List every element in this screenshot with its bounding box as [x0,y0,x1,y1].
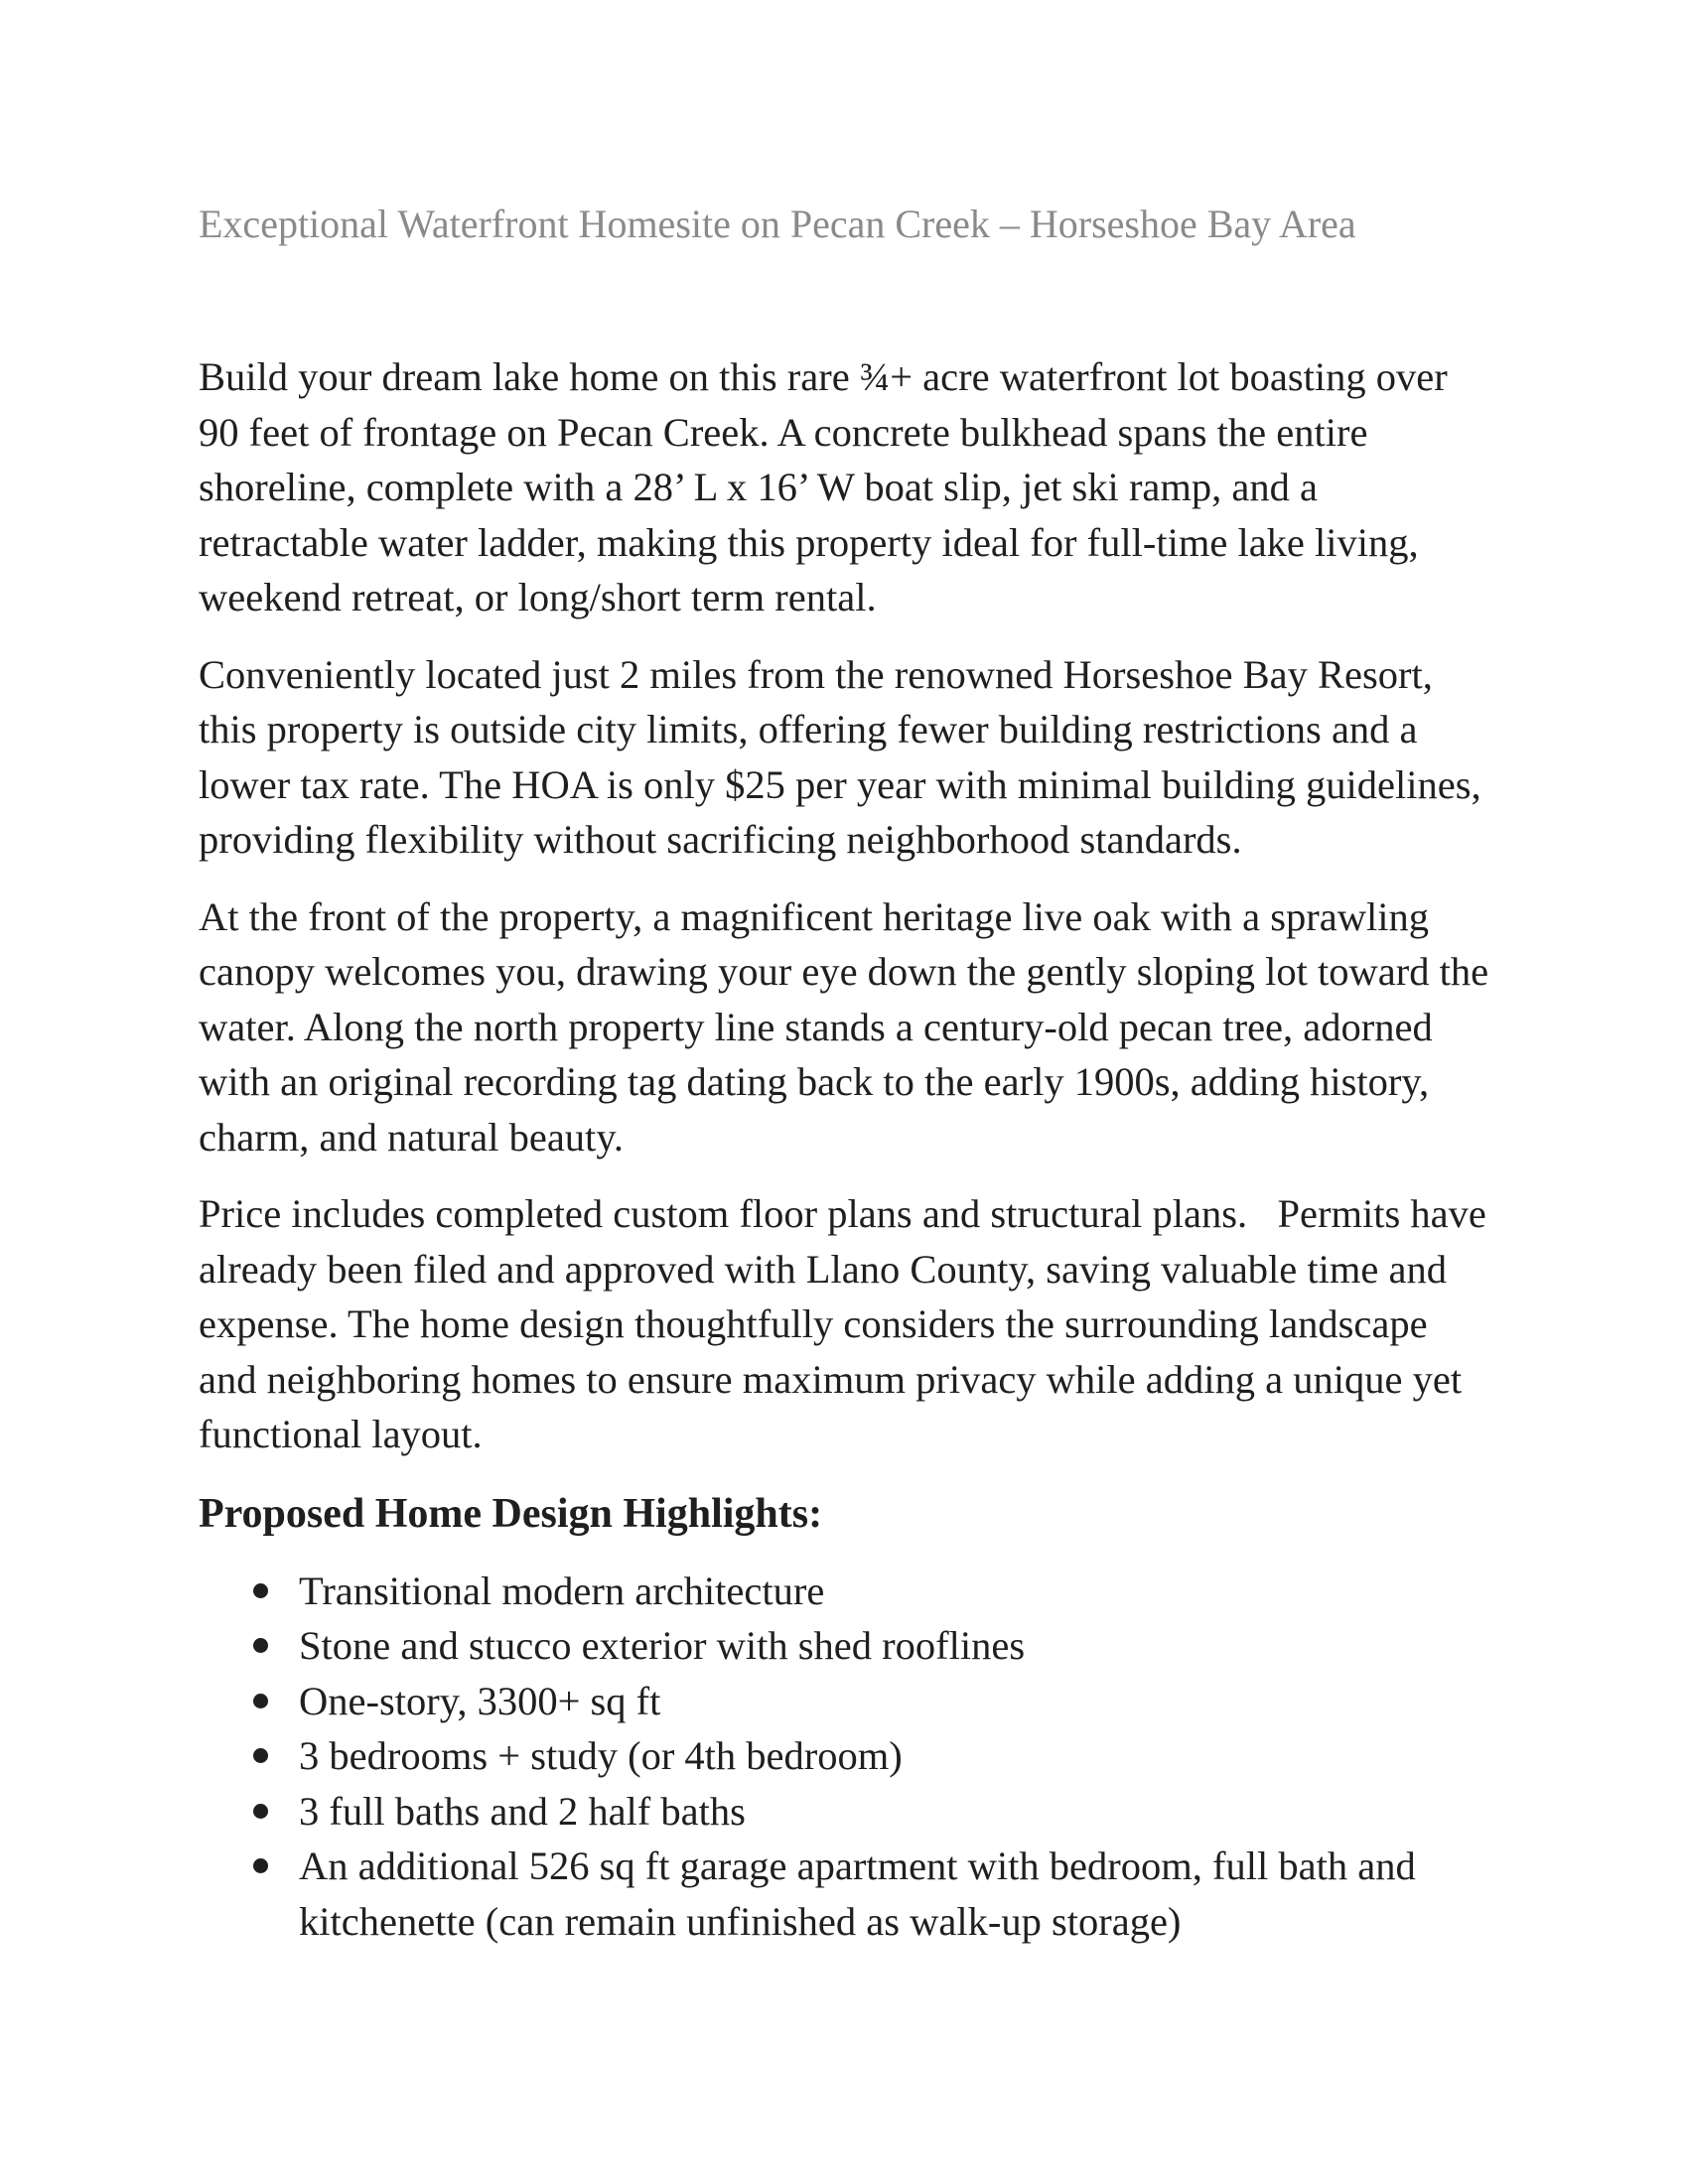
highlights-list [199,1564,1489,1950]
document-body [199,349,1499,1949]
bullet-icon [253,1804,268,1819]
list-item-text: Transitional modern architecture [299,1568,825,1613]
bullet-icon [253,1748,268,1763]
list-item [199,1839,1489,1949]
document-page [199,195,1499,1949]
list-item-text: Stone and stucco exterior with shed rooflines [299,1623,1026,1668]
paragraph-lot-description: Build your dream lake home on this rare ¾+ acre waterfront lot boasting over 90 feet of frontage on Pecan Creek. A concrete bulkhead spans the entire shoreline, complete with a 28’ L x 16’ W boat slip, jet ski ramp, and a retractable water ladder, making this property ideal for full-time lake living, weekend retreat, or long/short term rental. [199,354,1458,619]
list-item [199,1728,1489,1784]
list-item-text: 3 bedrooms + study (or 4th bedroom) [299,1733,903,1778]
list-item [199,1564,1489,1619]
list-item [199,1618,1489,1674]
paragraph-plans: Price includes completed custom floor plans and structural plans. Permits have already been filed and approved with Llano County, saving valuable time and expense. The home design thoughtfully considers the surrounding landscape and neighboring homes to ensure maximum privacy while adding a unique yet functional layout. [199,1191,1496,1456]
document-title: Exceptional Waterfront Homesite on Pecan Creek – Horseshoe Bay Area [199,202,1356,246]
section-heading-highlights: Proposed Home Design Highlights: [199,1490,823,1537]
list-item-text: 3 full baths and 2 half baths [299,1788,746,1834]
bullet-icon [253,1583,268,1598]
paragraph-location: Conveniently located just 2 miles from the renowned Horseshoe Bay Resort, this property is outside city limits, offering fewer building restrictions and a lower tax rate. The HOA is only $25 per year with minimal building guidelines, providing flexibility without sacrificing neighborhood standards. [199,651,1491,862]
list-item-text: An additional 526 sq ft garage apartment with bedroom, full bath and kitchenette (can remain unfinished as walk-up storage) [299,1843,1416,1944]
list-item [199,1674,1489,1729]
list-item-text: One-story, 3300+ sq ft [299,1678,661,1723]
paragraph-trees: At the front of the property, a magnificent heritage live oak with a sprawling canopy welcomes you, drawing your eye down the gently sloping lot toward the water. Along the north property line stands a century-old pecan tree, adorned with an original recording tag dating back to the early 1900s, adding history, charm, and natural beauty. [199,893,1499,1160]
bullet-icon [253,1638,268,1653]
bullet-icon [253,1694,268,1708]
list-item [199,1784,1489,1840]
bullet-icon [253,1858,268,1873]
